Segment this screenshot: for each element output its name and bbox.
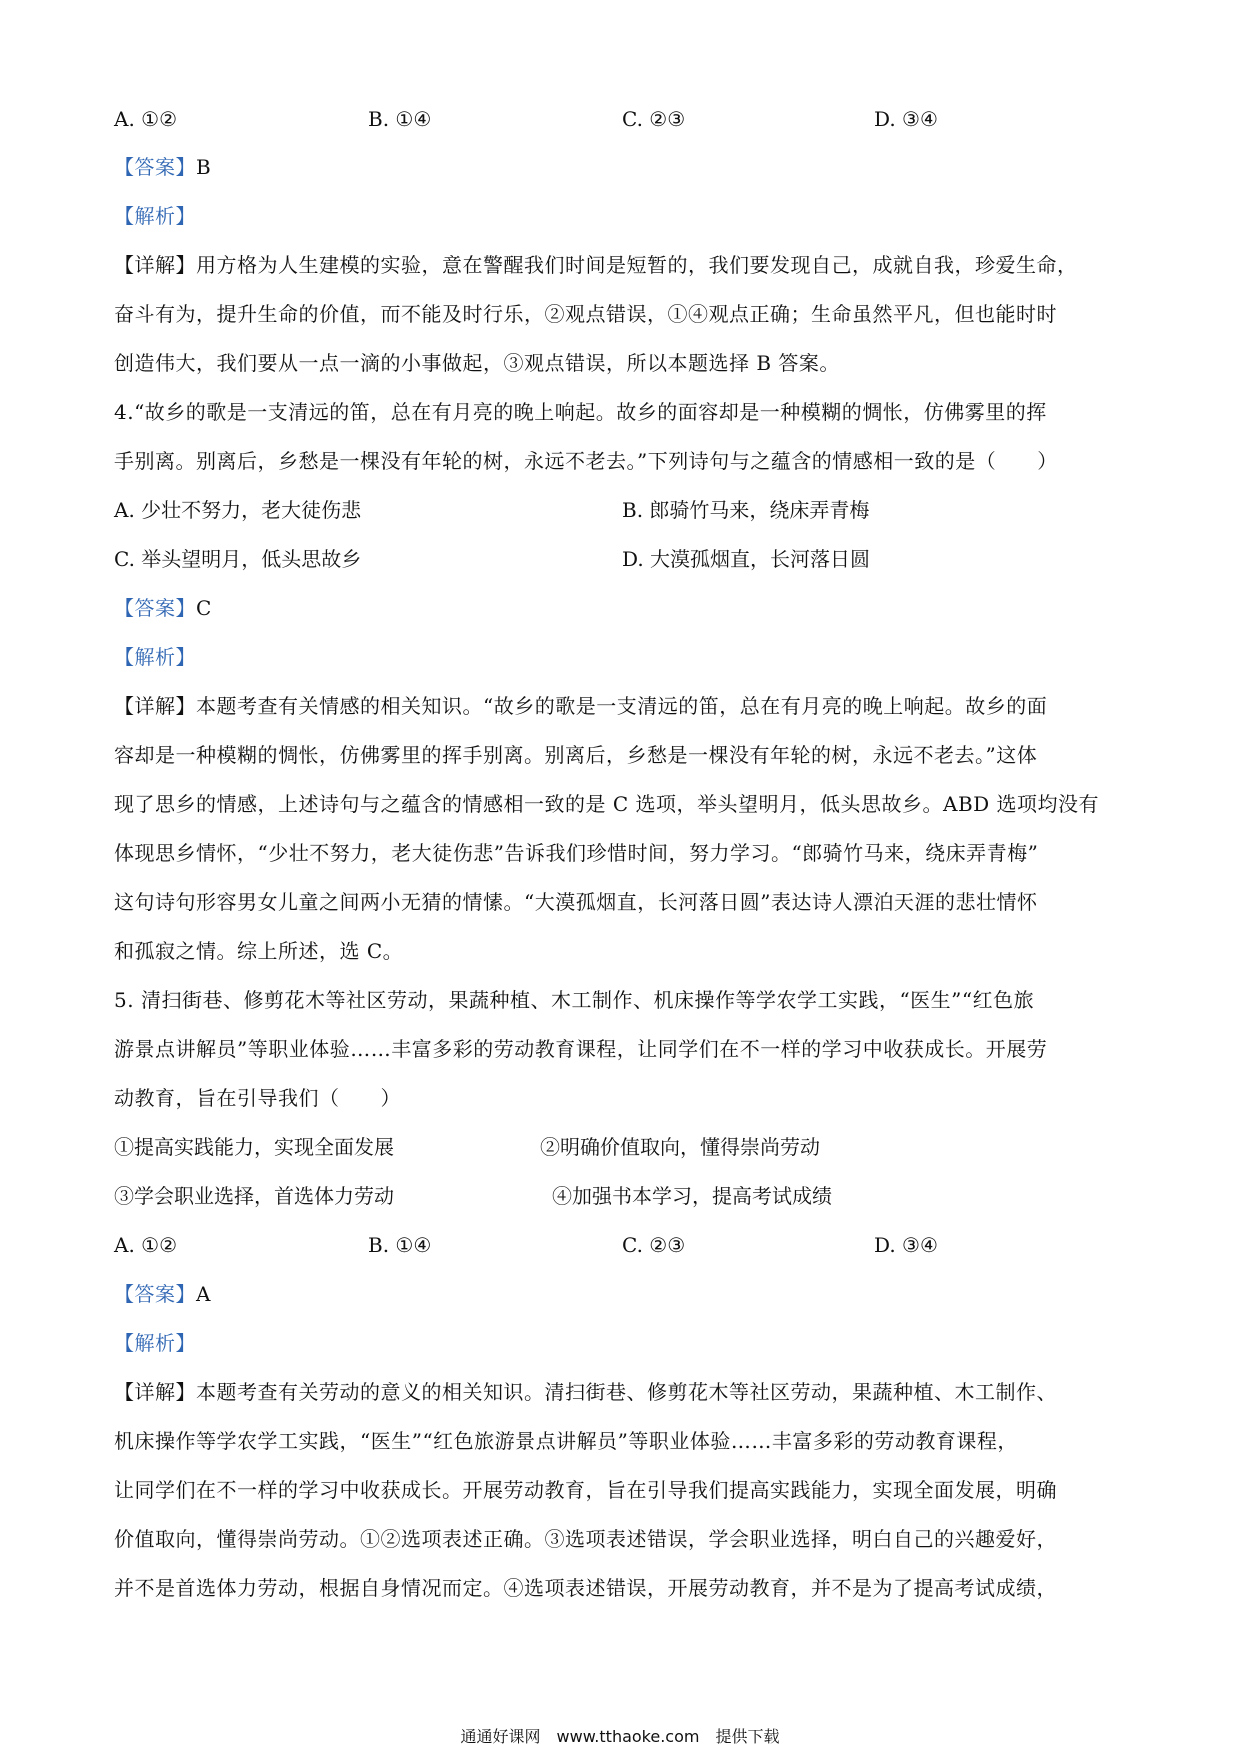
q5-detail-line: 价值取向，懂得崇尚劳动。①②选项表述正确。③选项表述错误，学会职业选择，明白自己的兴趣爱好， [114,1527,1057,1551]
question-4-stem: 手别离。别离后，乡愁是一棵没有年轮的树，永远不老去。”下列诗句与之蕴含的情感相一致的是（ ） [114,449,1058,473]
q4-detail-line: 【详解】本题考查有关情感的相关知识。“故乡的歌是一支清远的笛，总在有月亮的晚上响起。故乡的面 [114,694,1048,718]
q4-detail-line: 这句诗句形容男女儿童之间两小无猜的情愫。“大漠孤烟直，长河落日圆”表达诗人漂泊天涯的悲壮情怀 [114,890,1038,914]
answer-tag: 【答案】 [114,155,196,179]
q4-detail-line: 体现思乡情怀，“少壮不努力，老大徒伤悲”告诉我们珍惜时间，努力学习。“郎骑竹马来，绕床弄青梅” [114,841,1039,865]
q5-statement-2: ②明确价值取向，懂得崇尚劳动 [540,1135,820,1159]
q4-analysis-tag: 【解析】 [114,645,196,669]
q5-option-d: D. ③④ [874,1233,938,1257]
q4-option-d: D. 大漠孤烟直，长河落日圆 [622,547,871,571]
option-c: C. ②③ [622,107,686,131]
answer-line [114,152,211,182]
question-5-stem: 游景点讲解员”等职业体验……丰富多彩的劳动教育课程，让同学们在不一样的学习中收获成长。开展劳 [114,1037,1048,1061]
page-footer: 通通好课网 www.tthaoke.com 提供下载 [460,1727,780,1746]
q5-answer-line [114,1279,211,1309]
option-b: B. ①④ [368,107,432,131]
option-d: D. ③④ [874,107,938,131]
q5-option-a: A. ①② [114,1233,178,1257]
q5-statement-1: ①提高实践能力，实现全面发展 [114,1135,394,1159]
analysis-tag: 【解析】 [114,204,196,228]
question-4-stem: 4.“故乡的歌是一支清远的笛，总在有月亮的晚上响起。故乡的面容却是一种模糊的惆怅，仿佛雾里的挥 [114,400,1047,424]
q5-detail-line: 并不是首选体力劳动，根据自身情况而定。④选项表述错误，开展劳动教育，并不是为了提高考试成绩， [114,1576,1057,1600]
q5-detail-line: 【详解】本题考查有关劳动的意义的相关知识。清扫街巷、修剪花木等社区劳动，果蔬种植、木工制作、 [114,1380,1057,1404]
detail-tag: 【详解】 [114,253,196,277]
answer-value: B [196,155,212,179]
q4-detail-line: 现了思乡的情感，上述诗句与之蕴含的情感相一致的是 C 选项，举头望明月，低头思故乡。ABD 选项均没有 [114,792,1100,816]
option-a: A. ①② [114,107,178,131]
detail-tag: 【详解】 [114,694,196,718]
q5-option-b: B. ①④ [368,1233,432,1257]
question-5-stem: 动教育，旨在引导我们（ ） [114,1086,401,1110]
q5-detail-line: 让同学们在不一样的学习中收获成长。开展劳动教育，旨在引导我们提高实践能力，实现全面发展，明确 [114,1478,1057,1502]
detail-tag: 【详解】 [114,1380,196,1404]
detail-line: 【详解】用方格为人生建模的实验，意在警醒我们时间是短暂的，我们要发现自己，成就自我，珍爱生命， [114,253,1078,277]
q5-option-c: C. ②③ [622,1233,686,1257]
answer-value: A [196,1282,211,1306]
answer-tag: 【答案】 [114,596,196,620]
answer-value: C [196,596,212,620]
q4-option-b: B. 郎骑竹马来，绕床弄青梅 [622,498,870,522]
detail-line: 奋斗有为，提升生命的价值，而不能及时行乐，②观点错误，①④观点正确；生命虽然平凡，但也能时时 [114,302,1057,326]
q5-detail-line: 机床操作等学农学工实践，“医生”“红色旅游景点讲解员”等职业体验……丰富多彩的劳动教育课程， [114,1429,1018,1453]
q4-answer-line [114,593,212,623]
detail-line: 创造伟大，我们要从一点一滴的小事做起，③观点错误，所以本题选择 B 答案。 [114,351,840,375]
q4-detail-line: 和孤寂之情。综上所述，选 C。 [114,939,404,963]
q4-option-c: C. 举头望明月，低头思故乡 [114,547,362,571]
q5-statement-3: ③学会职业选择，首选体力劳动 [114,1184,394,1208]
q4-option-a: A. 少壮不努力，老大徒伤悲 [114,498,362,522]
q5-statement-4: ④加强书本学习，提高考试成绩 [552,1184,832,1208]
q4-detail-line: 容却是一种模糊的惆怅，仿佛雾里的挥手别离。别离后，乡愁是一棵没有年轮的树，永远不老去。”这体 [114,743,1038,767]
q5-analysis-tag: 【解析】 [114,1331,196,1355]
question-5-stem: 5. 清扫街巷、修剪花木等社区劳动，果蔬种植、木工制作、机床操作等学农学工实践，“医生”“红色旅 [114,988,1035,1012]
answer-tag: 【答案】 [114,1282,196,1306]
